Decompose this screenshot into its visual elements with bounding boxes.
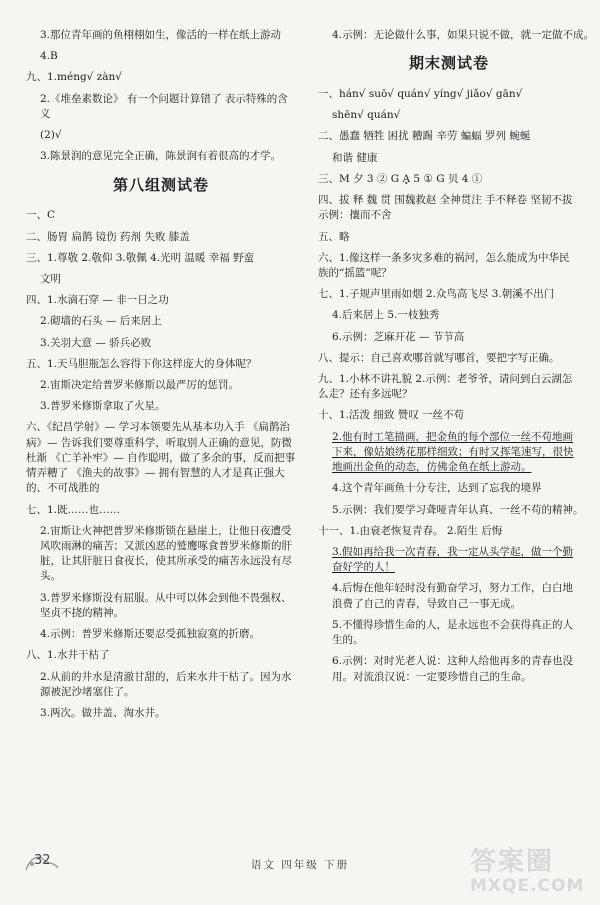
answer-line: 3.普罗米修斯没有屈服。从中可以体会到他不畏强权、坚贞不挠的精神。 — [40, 591, 292, 619]
answer-line: 八、提示：自己喜欢哪首就写哪首，要把字写正确。 — [318, 351, 560, 364]
answer-line: 八、1.水井干枯了 — [26, 649, 110, 662]
answer-line: 3.那位青年画的鱼栩栩如生，像活的一样在纸上游动 — [40, 29, 282, 41]
answer-line: 5.不懂得珍惜生命的人，是永远也不会获得真正的人生的。 — [332, 618, 574, 647]
left-column — [26, 28, 296, 727]
answer-line: 2.《堆垒素数论》 有一个问题计算错了 表示特殊的含义 — [40, 92, 288, 120]
answer-line: 4.示例：普罗米修斯还要忍受孤独寂寞的折磨。 — [40, 628, 261, 641]
answer-line: 3.陈景润的意见完全正确，陈景润有着很高的才学。 — [40, 150, 282, 163]
watermark-title: 答案圈 — [470, 847, 555, 877]
page-number: 32 — [34, 853, 51, 868]
answer-line: 4.示例：无论做什么事，如果只说不做，就一定做不成。 — [332, 29, 595, 41]
answer-line: 三、M 夕 3 ② G Ḁ 5 ① G 贝 4 ① — [318, 172, 483, 185]
answer-line: 6.示例：对时光老人说：这种人给他再多的青春也没用。对流浪汉说：一定要珍惜自己的生命。 — [332, 655, 574, 683]
left-answers-top — [26, 28, 296, 165]
answer-line: 4.后来居上 5.一枝独秀 — [332, 309, 440, 322]
answer-line: 2.他有时工笔描画，把金鱼的每个部位一丝不苟地画下来，像姑娘绣花那样细致；有时又挥笔速写，很快地画出金鱼的动态，仿佛金鱼在纸上游动。 — [332, 430, 574, 474]
watermark-logo — [470, 848, 594, 900]
answer-line: 一、hán√ suō√ quán√ yíng√ jiǎo√ gān√ — [318, 87, 523, 100]
right-answers-bottom — [318, 87, 584, 685]
answer-line: 二、愚蠢 牺牲 困扰 糟踢 辛劳 蝙蝠 罗列 蜿蜒 — [318, 130, 531, 143]
section-title-group-8: 第八组测试卷 — [112, 175, 209, 194]
answer-line: 2.宙斯让火神把普罗米修斯锁在悬崖上，让他日夜遭受风吹雨淋的痛苦；又派凶恶的鹫鹰啄食普罗米修斯的肝脏，让其肝脏日食夜长，使其所承受的痛苦永远没有尽头。 — [40, 524, 292, 583]
answer-line: 四、拔 释 魏 贯 围魏救赵 全神贯注 手不释卷 坚韧不拔 示例：攘而不舍 — [318, 194, 573, 222]
left-answers-bottom — [26, 208, 296, 721]
answer-line: (2)√ — [40, 129, 62, 142]
right-column — [318, 28, 595, 691]
answer-line: 五、略 — [318, 230, 350, 243]
right-answers-top — [318, 28, 595, 43]
answer-line: 五、1.天马胆瓶怎么容得下你这样庞大的身体呢？ — [26, 357, 257, 370]
answer-line: 3.关羽大意 — 骄兵必败 — [40, 336, 152, 349]
answer-line: 2.宙斯决定给普罗米修斯以最严厉的惩罚。 — [40, 379, 240, 392]
answer-line: 4.B — [40, 50, 58, 63]
answer-line: 九、1.méng√ zàn√ — [26, 71, 122, 84]
answer-line: 七、1.既……也…… — [26, 503, 121, 516]
answer-line: 4.后悔在他年轻时没有勤奋学习，努力工作，白白地浪费了自己的青春，导致自己一事无成。 — [332, 582, 574, 610]
answer-line: 三、1.尊敬 2.敬仰 3.敬佩 4.光明 温暖 幸福 野蛮 — [26, 251, 255, 264]
answer-line: 二、肠胃 扁鹊 镜伤 药剂 失败 膝盖 — [26, 230, 190, 243]
answer-line: 九、1.小林不讲礼貌 2.示例：老爷爷，请问到白云湖怎么走？还有多远呢？ — [318, 373, 573, 401]
answer-line: 5.示例：我们要学习聋哑青年认真、一丝不苟的精神。 — [332, 503, 584, 516]
answer-line: 六、1.像这样一条多灾多难的祸河，怎么能成为中华民族的“摇篮”呢？ — [318, 251, 570, 279]
answer-line: 六、《纪昌学射》— 学习本领要先从基本功入手 《扁鹊治病》— 告诉我们要尊重科学，听取别人正确的意见，防微杜渐 《亡羊补牢》— 自作聪明，做了多余的事，反而把事情弄糟了 《渔夫的故事》— 拥有智慧的人才是真正强大的、不可战胜的 — [26, 421, 296, 495]
watermark-url: MXQE.COM — [470, 876, 585, 896]
answer-line: 2.从前的井水是清澈甘甜的，后来水井干枯了。因为水源被泥沙堵塞住了。 — [40, 670, 292, 698]
answer-line: 3.普罗米修斯拿取了火星。 — [40, 400, 166, 413]
answer-line: 4.这个青年画鱼十分专注，达到了忘我的境界 — [332, 482, 542, 495]
answer-line: 十、1.活泼 细致 赞叹 一丝不苟 — [318, 409, 465, 422]
answer-line: 四、1.水滴石穿 — 非一日之功 — [26, 294, 169, 307]
answer-line: shēn√ quán√ — [332, 109, 401, 122]
answer-line: 文明 — [40, 272, 61, 285]
footer-subject: 语文 四年级 下册 — [250, 859, 350, 871]
answer-line: 6.示例：芝麻开花 — 节节高 — [332, 330, 465, 343]
section-title-final-test: 期末测试卷 — [408, 54, 489, 73]
answer-line: 2.砌墙的石头 — 后来居上 — [40, 315, 162, 328]
answer-line: 3.两次。做井盖、淘水井。 — [40, 706, 166, 719]
answer-line: 七、1.子规声里雨如烟 2.众鸟高飞尽 3.朝溪不出门 — [318, 288, 555, 301]
answer-line: 十一、1.由衰老恢复青春。 2.陌生 后悔 — [318, 524, 503, 537]
answer-line: 3.假如再给我一次青春，我一定从头学起，做一个勤奋好学的人！ — [332, 546, 574, 574]
answer-line: 和谐 健康 — [332, 151, 378, 164]
answer-line: 一、C — [26, 209, 56, 222]
